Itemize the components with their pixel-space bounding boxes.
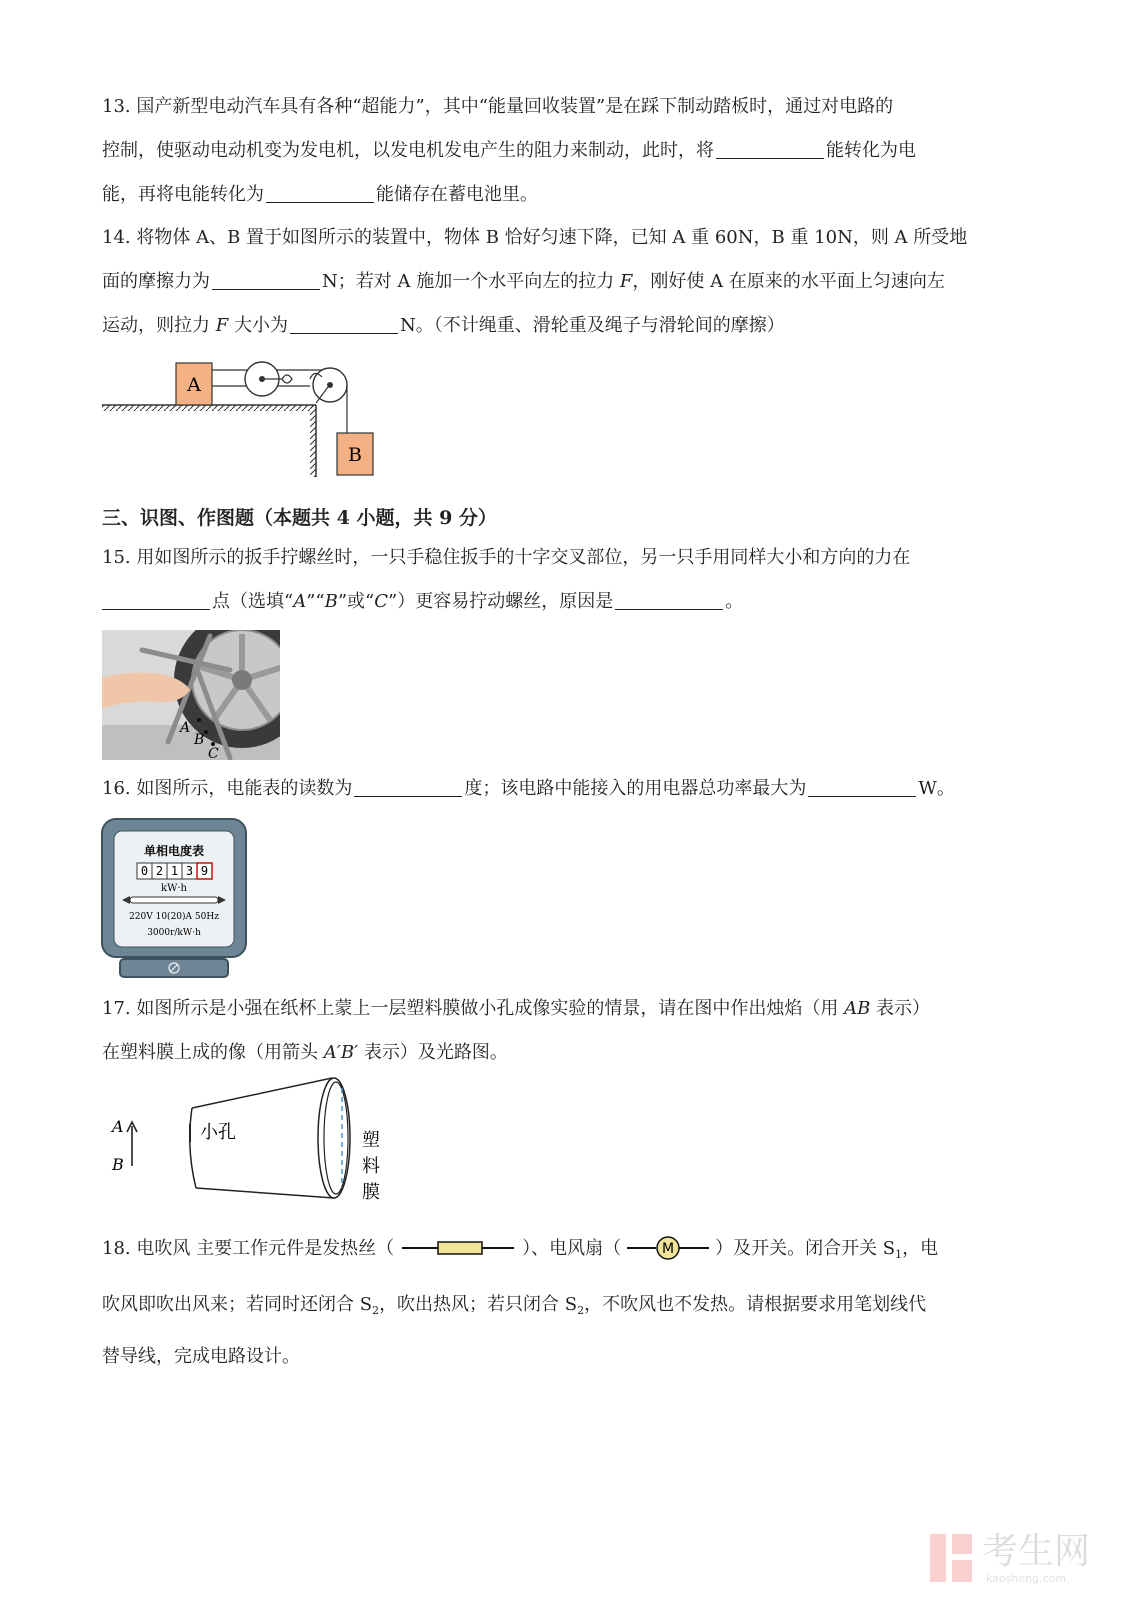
point-c-label: C [208, 746, 219, 760]
q14-line3 [102, 314, 785, 338]
q13-line3 [102, 183, 538, 207]
q15-text: 。 [725, 591, 744, 612]
q16-line1 [102, 777, 955, 801]
meter-digit: 1 [170, 864, 179, 878]
q14-text: ，刚好使 A 在原来的水平面上匀速向左 [632, 271, 945, 292]
pinhole-label: 小孔 [200, 1122, 236, 1143]
q18-line2 [102, 1293, 926, 1323]
subscript: 2 [372, 1304, 380, 1317]
answer-blank[interactable] [290, 315, 398, 334]
q17-text: 表示）及光路图。 [358, 1042, 508, 1063]
q18-text: ，吹出热风；若只闭合 S [379, 1294, 578, 1315]
pinhole-diagram [104, 1074, 404, 1204]
q14-text: N；若对 A 施加一个水平向左的拉力 [322, 271, 620, 292]
q18-text: ）、电风扇（ [522, 1238, 622, 1259]
q14-text: 运动，则拉力 [102, 315, 216, 336]
meter-rev: 3000r/kW·h [147, 928, 201, 938]
film-label: 料 [362, 1156, 380, 1177]
q15-line1: 15. 用如图所示的扳手拧螺丝时，一只手稳住扳手的十字交叉部位，另一只手用同样大小和方向的力在 [102, 547, 911, 568]
q13-line2 [102, 139, 916, 163]
answer-blank[interactable] [716, 140, 824, 159]
watermark-site: kaosheng.com [986, 1572, 1067, 1585]
symbol-a-prime-b-prime: A′B′ [323, 1042, 359, 1063]
meter-unit: kW·h [161, 883, 187, 894]
q14-line1: 14. 将物体 A、B 置于如图所示的装置中，物体 B 恰好匀速下降，已知 A 重 60N，B 重 10N，则 A 所受地 [102, 227, 968, 248]
answer-blank[interactable] [615, 591, 723, 610]
q17-line2 [102, 1041, 508, 1065]
q14-text: 面的摩擦力为 [102, 271, 210, 292]
film-label: 塑 [362, 1130, 380, 1151]
film-label: 膜 [362, 1182, 380, 1203]
watermark [928, 1532, 1108, 1588]
meter-title: 单相电度表 [143, 844, 205, 858]
option-a: A [293, 591, 307, 612]
q17-text: 表示） [870, 998, 931, 1019]
answer-blank[interactable] [212, 271, 320, 290]
q13-line1: 13. 国产新型电动汽车具有各种“超能力”，其中“能量回收装置”是在踩下制动踏板时，通过对电路的 [102, 96, 894, 117]
q18-line3: 替导线，完成电路设计。 [102, 1346, 300, 1367]
q17-text: 17. 如图所示是小强在纸杯上蒙上一层塑料膜做小孔成像实验的情景，请在图中作出烛焰（用 [102, 998, 845, 1019]
q13-text: 能转化为电 [826, 140, 916, 161]
option-c: C [374, 591, 389, 612]
q15-text: ”或“ [337, 591, 375, 612]
wrench-photo [102, 630, 280, 760]
ground-hatch [102, 405, 316, 411]
section-title: 三、识图、作图题（本题共 4 小题，共 9 分） [102, 507, 497, 529]
wall-hatch [310, 405, 316, 477]
motor-icon [625, 1236, 711, 1260]
q13-text: 能储存在蓄电池里。 [376, 184, 538, 205]
answer-blank[interactable] [354, 778, 462, 797]
q18-text: ）及开关。闭合开关 S [715, 1238, 896, 1259]
q18-text: ，电 [902, 1238, 939, 1259]
meter-digit: 9 [200, 864, 209, 878]
q18-text: 吹风即吹出风来；若同时还闭合 S [102, 1294, 373, 1315]
watermark-logo-icon [928, 1532, 974, 1584]
meter-digit: 3 [185, 864, 194, 878]
answer-blank[interactable] [266, 184, 374, 203]
q15-text: 点（选填“ [212, 591, 294, 612]
meter-digits [137, 863, 212, 879]
q18-line1 [102, 1236, 938, 1267]
meter-digit: 2 [155, 864, 164, 878]
block-b-label: B [348, 444, 362, 466]
q18-text: 18. 电吹风 主要工作元件是发热丝（ [102, 1238, 395, 1259]
q13-text: 控制，使驱动电动机变为发电机，以发电机发电产生的阻力来制动，此时，将 [102, 140, 714, 161]
symbol-ab: AB [844, 998, 871, 1019]
meter-disk [130, 897, 218, 903]
q14-line2 [102, 270, 945, 294]
candle-label-b: B [112, 1155, 124, 1174]
meter-digit: 0 [140, 864, 149, 878]
option-b: B [324, 591, 338, 612]
pulley-diagram [100, 355, 380, 480]
q14-text: N。（不计绳重、滑轮重及绳子与滑轮间的摩擦） [399, 315, 785, 336]
candle-label-a: A [112, 1117, 124, 1136]
q17-line1 [102, 997, 930, 1021]
q15-text: ”）更容易拧动螺丝，原因是 [388, 591, 614, 612]
motor-label: M [662, 1241, 675, 1257]
q15-text: ”“ [306, 591, 325, 612]
q16-text: 度；该电路中能接入的用电器总功率最大为 [464, 778, 807, 799]
force-symbol: F [215, 315, 229, 336]
point-a-label: A [180, 720, 191, 736]
point-b-label: B [194, 732, 205, 748]
subscript: 2 [577, 1304, 585, 1317]
watermark-text: 考生网 [982, 1531, 1091, 1572]
q14-text: 大小为 [228, 315, 288, 336]
subscript: 1 [895, 1248, 903, 1261]
q16-text: 16. 如图所示，电能表的读数为 [102, 778, 353, 799]
answer-blank[interactable] [808, 778, 916, 797]
meter-spec: 220V 10(20)A 50Hz [129, 912, 219, 922]
electric-meter [100, 817, 250, 980]
block-a-label: A [187, 374, 201, 396]
resistor-icon [400, 1238, 516, 1258]
answer-blank[interactable] [102, 591, 210, 610]
q13-text: 能，再将电能转化为 [102, 184, 264, 205]
q16-text: W。 [918, 778, 955, 799]
force-symbol: F [619, 271, 633, 292]
q15-line2 [102, 590, 743, 614]
q17-text: 在塑料膜上成的像（用箭头 [102, 1042, 324, 1063]
q18-text: ，不吹风也不发热。请根据要求用笔划线代 [584, 1294, 927, 1315]
